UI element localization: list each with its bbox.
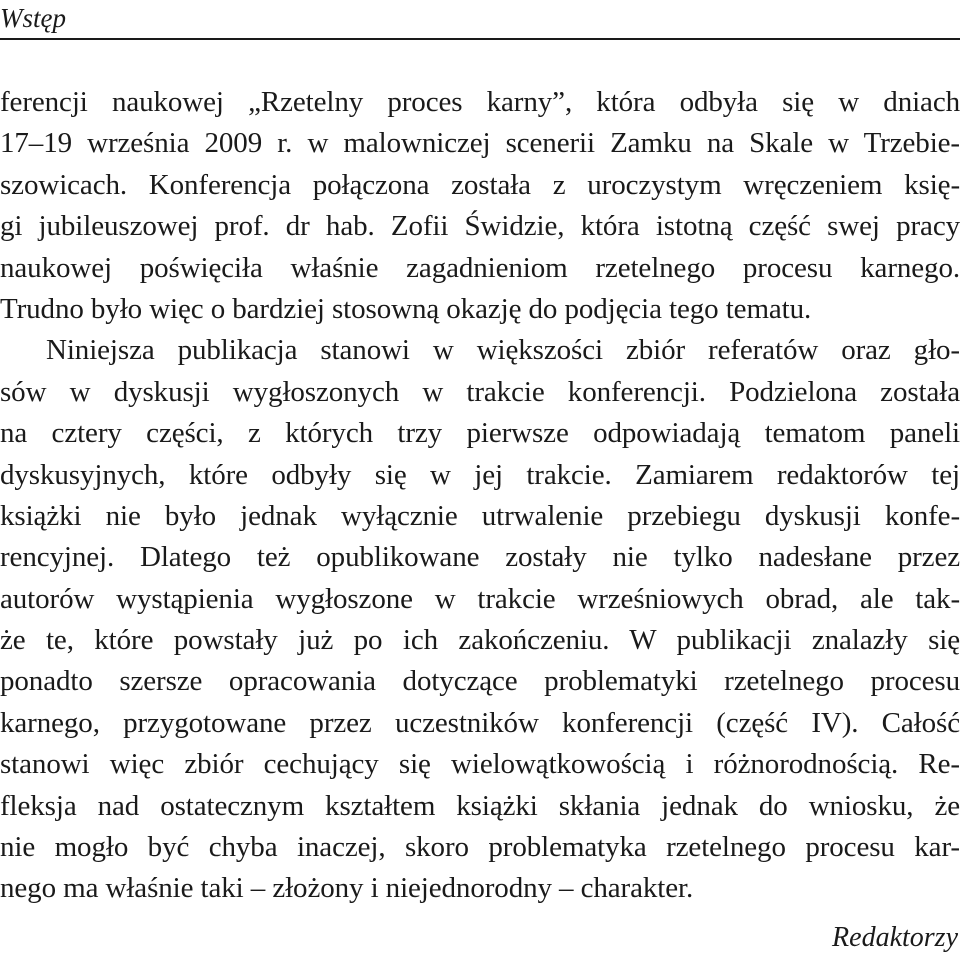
text-line: szowicach. Konferencja połączona została z uroczystym wręczeniem księ- — [0, 168, 960, 201]
text-line: karnego, przygotowane przez uczestników konferencji (część IV). Całość — [0, 706, 960, 739]
text-line: nie mogło być chyba inaczej, skoro problematyka rzetelnego procesu kar- — [0, 831, 960, 864]
text-line: stanowi więc zbiór cechujący się wielowątkowością i różnorodnością. Re- — [0, 748, 960, 781]
text-line: sów w dyskusji wygłoszonych w trakcie konferencji. Podzielona została — [0, 375, 960, 408]
text-line: Niniejsza publikacja stanowi w większości zbiór referatów oraz gło- — [46, 334, 960, 367]
body-text — [0, 82, 960, 910]
text-line: autorów wystąpienia wygłoszone w trakcie wrześniowych obrad, ale tak- — [0, 582, 960, 615]
text-line: rencyjnej. Dlatego też opublikowane zostały nie tylko nadesłane przez — [0, 541, 960, 574]
signature: Redaktorzy — [832, 922, 958, 953]
text-line: fleksja nad ostatecznym kształtem książki skłania jednak do wniosku, że — [0, 789, 960, 822]
text-line: na cztery części, z których trzy pierwsze odpowiadają tematom paneli — [0, 417, 960, 450]
text-line: że te, które powstały już po ich zakończeniu. W publikacji znalazły się — [0, 624, 960, 657]
text-line: Trudno było więc o bardziej stosowną okazję do podjęcia tego tematu. — [0, 292, 812, 325]
text-line: nego ma właśnie taki – złożony i niejednorodny – charakter. — [0, 872, 694, 905]
text-line: ponadto szersze opracowania dotyczące problematyki rzetelnego procesu — [0, 665, 960, 698]
text-line: ferencji naukowej „Rzetelny proces karny”, która odbyła się w dniach — [0, 86, 960, 118]
text-line: dyskusyjnych, które odbyły się w jej trakcie. Zamiarem redaktorów tej — [0, 458, 960, 491]
text-line: gi jubileuszowej prof. dr hab. Zofii Świdzie, która istotną część swej pracy — [0, 210, 960, 243]
header-rule — [0, 38, 960, 40]
text-line: książki nie było jednak wyłącznie utrwalenie przebiegu dyskusji konfe- — [0, 499, 960, 532]
text-line: naukowej poświęciła właśnie zagadnieniom rzetelnego procesu karnego. — [0, 251, 960, 284]
text-line: 17–19 września 2009 r. w malowniczej scenerii Zamku na Skale w Trzebie- — [0, 127, 960, 160]
running-head: Wstęp — [0, 3, 66, 33]
